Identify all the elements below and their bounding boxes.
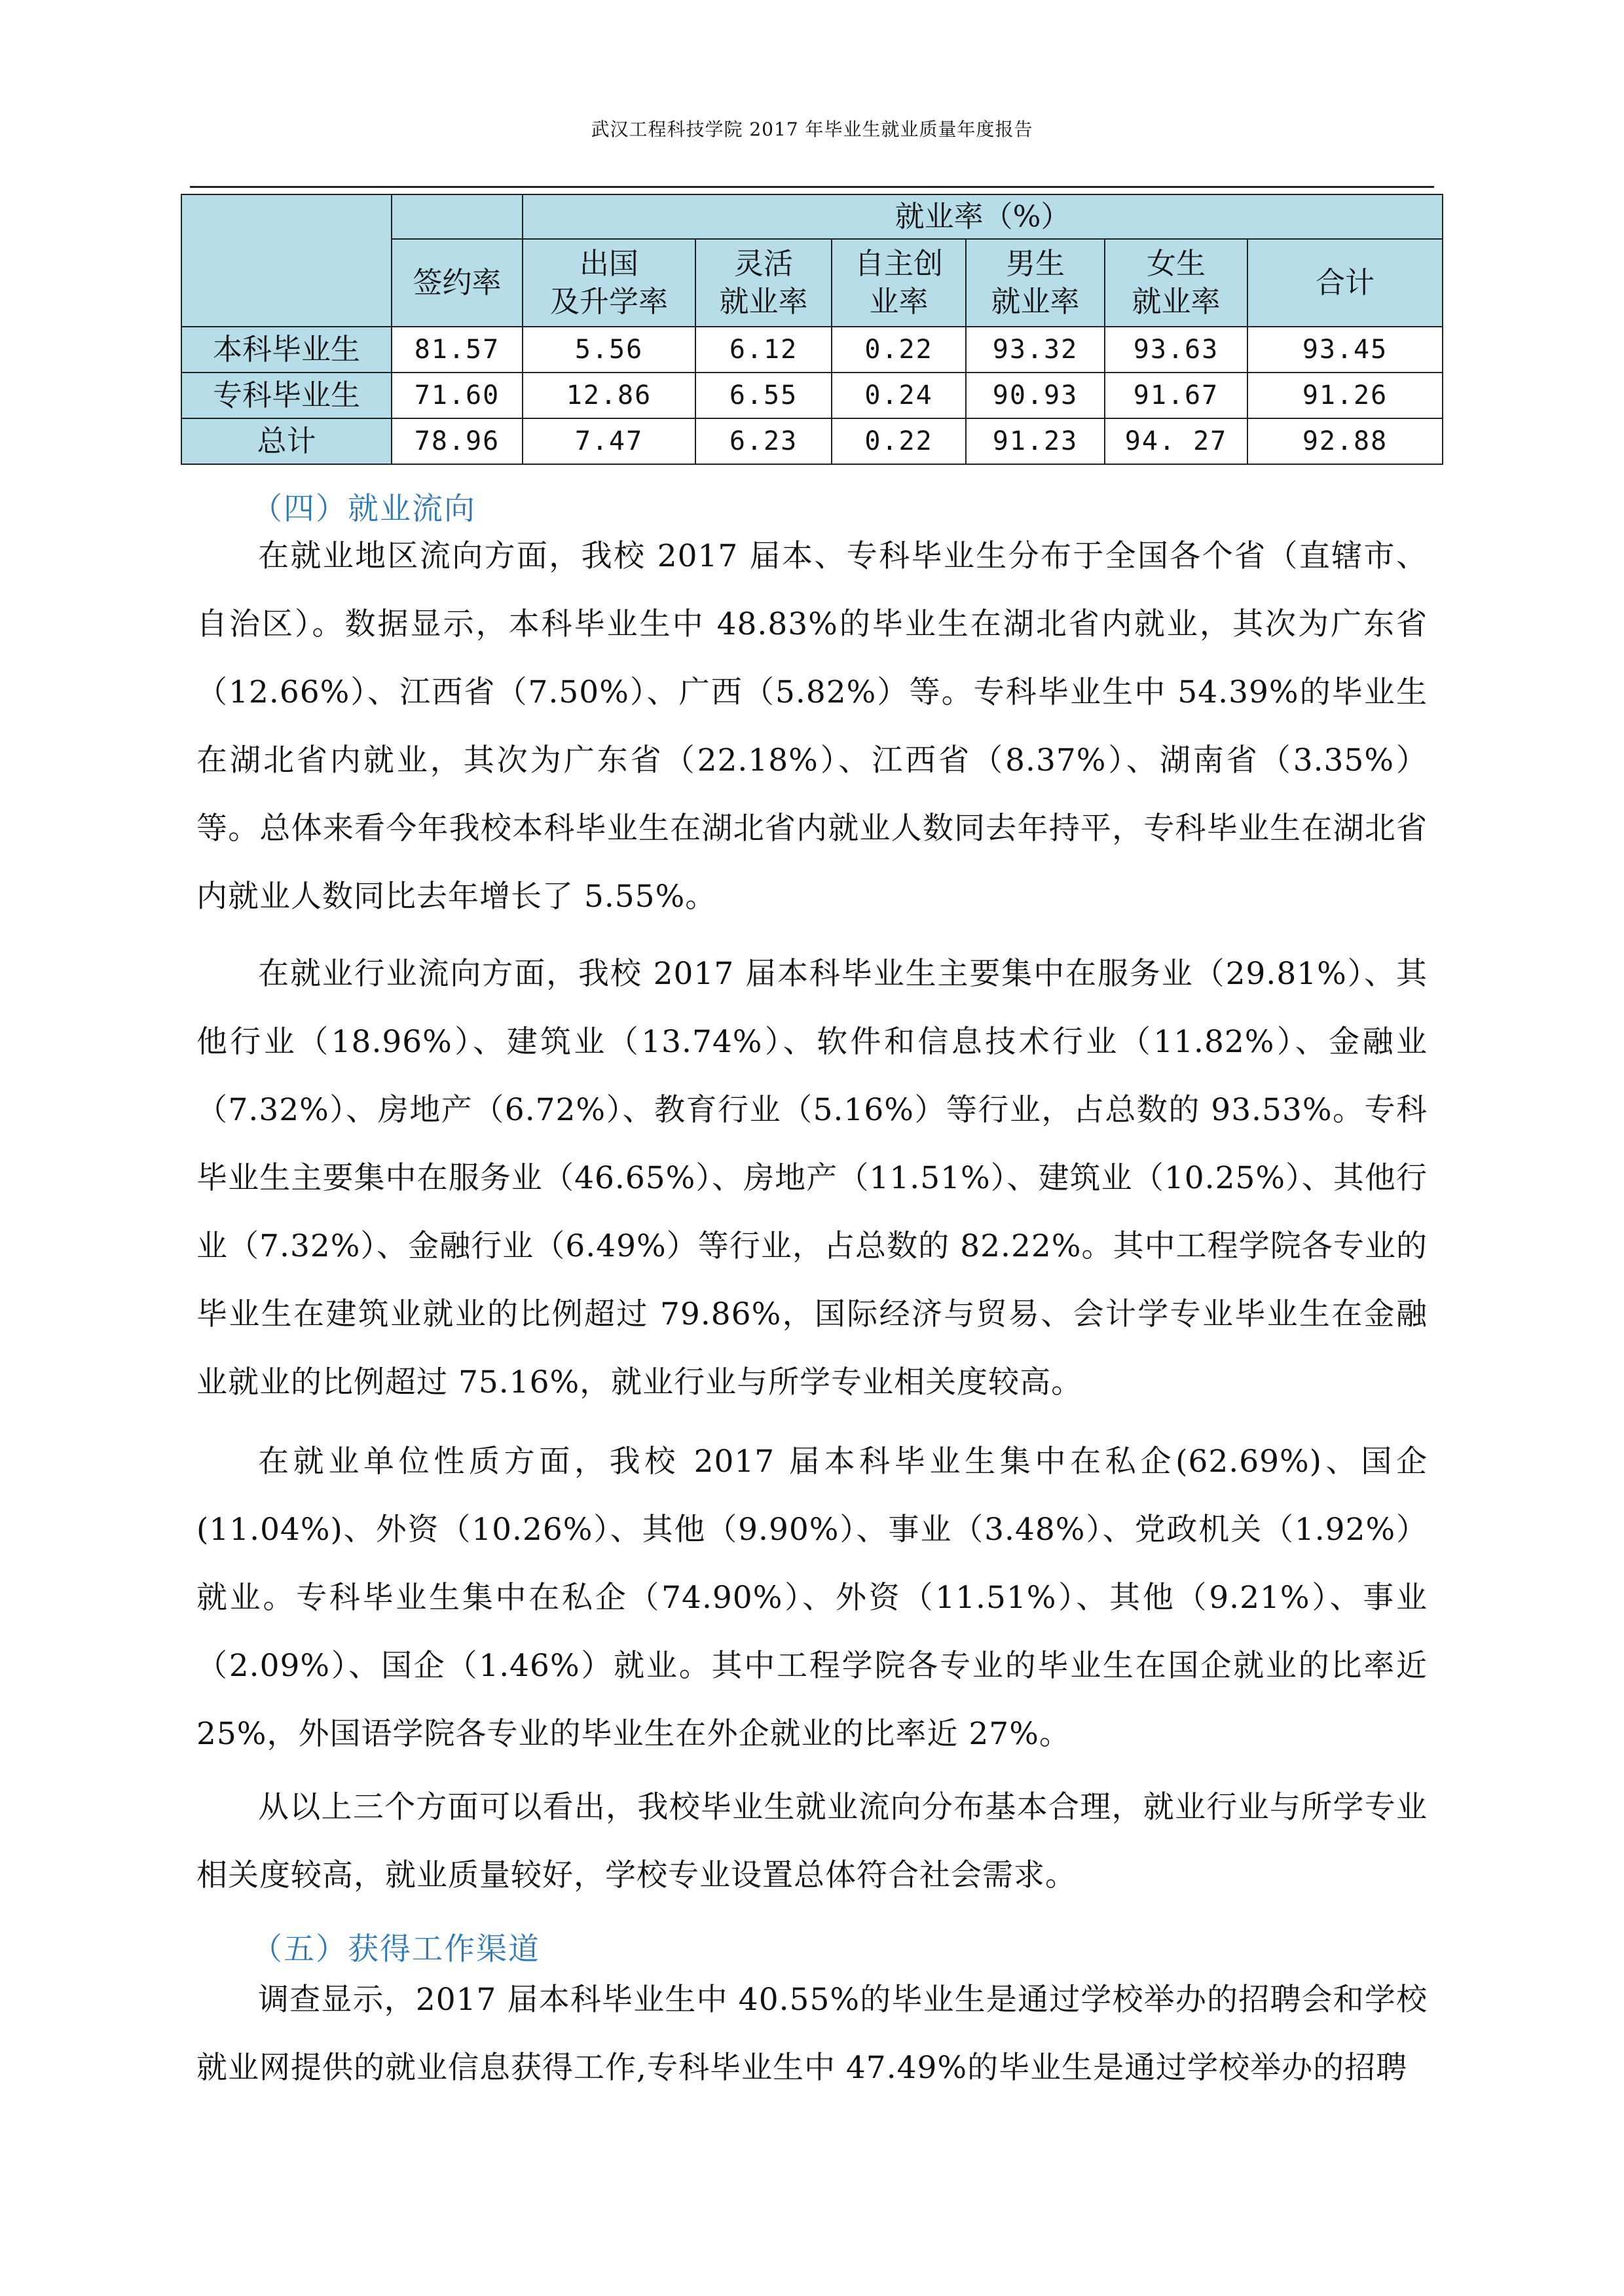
paragraph-summary: 从以上三个方面可以看出，我校毕业生就业流向分布基本合理，就业行业与所学专业相关度较高，就业质量较好，学校专业设置总体符合社会需求。 — [196, 1789, 1428, 1893]
section-title-employment-flow: （四）就业流向 — [251, 491, 476, 527]
paragraph-regional-flow: 在就业地区流向方面，我校 2017 届本、专科毕业生分布于全国各个省（直辖市、自治区）。数据显示，本科毕业生中 48.83%的毕业生在湖北省内就业，其次为广东省（12.66%）、江西省（7.50%）、广西（5.82%）等。专科毕业生中 54.39%的毕业生在湖北省内就业，其次为广东省（22.18%）、江西省（8.37%）、湖南省（3.35%）等。总体来看今年我校本科毕业生在湖北省内就业人数同去年持平，专科毕业生在湖北省内就业人数同比去年增长了 5.55%。 — [196, 538, 1428, 915]
paragraph-job-channels: 调查显示，2017 届本科毕业生中 40.55%的毕业生是通过学校举办的招聘会和学校就业网提供的就业信息获得工作,专科毕业生中 47.49%的毕业生是通过学校举办的招聘 — [196, 1982, 1428, 2086]
table-cell: 0.22 — [832, 418, 966, 464]
table-cell: 90.93 — [966, 373, 1105, 418]
table-cell: 5.56 — [523, 327, 695, 373]
table-cell: 91.26 — [1247, 373, 1443, 418]
row-header: 专科毕业生 — [181, 373, 392, 418]
table-cell: 0.24 — [832, 373, 966, 418]
table-cell: 91.67 — [1105, 373, 1247, 418]
table-group-header: 就业率（%） — [523, 194, 1443, 239]
table-row — [181, 418, 1443, 464]
table-cell: 0.22 — [832, 327, 966, 373]
table-corner-cell — [181, 194, 392, 327]
paragraph-employer-type: 在就业单位性质方面，我校 2017 届本科毕业生集中在私企(62.69%)、国企(11.04%)、外资（10.26%）、其他（9.90%）、事业（3.48%）、党政机关（1.92%）就业。专科毕业生集中在私企（74.90%）、外资（11.51%）、其他（9.21%）、事业（2.09%）、国企（1.46%）就业。其中工程学院各专业的毕业生在国企就业的比率近 25%，外国语学院各专业的毕业生在外企就业的比率近 27%。 — [196, 1444, 1428, 1752]
column-header: 灵活 就业率 — [695, 239, 832, 327]
table-cell: 93.32 — [966, 327, 1105, 373]
table-row — [181, 327, 1443, 373]
table-cell: 93.63 — [1105, 327, 1247, 373]
table-empty-header-cell — [392, 194, 523, 239]
column-header: 合计 — [1247, 239, 1443, 327]
table-cell: 12.86 — [523, 373, 695, 418]
paragraph-industry-flow: 在就业行业流向方面，我校 2017 届本科毕业生主要集中在服务业（29.81%）、其他行业（18.96%）、建筑业（13.74%）、软件和信息技术行业（11.82%）、金融业（7.32%）、房地产（6.72%）、教育行业（5.16%）等行业，占总数的 93.53%。专科毕业生主要集中在服务业（46.65%）、房地产（11.51%）、建筑业（10.25%）、其他行业（7.32%）、金融行业（6.49%）等行业，占总数的 82.22%。其中工程学院各专业的毕业生在建筑业就业的比例超过 79.86%，国际经济与贸易、会计学专业毕业生在金融业就业的比例超过 75.16%，就业行业与所学专业相关度较高。 — [196, 956, 1428, 1400]
table-cell: 93.45 — [1247, 327, 1443, 373]
row-header: 总计 — [181, 418, 392, 464]
table-cell: 78.96 — [392, 418, 523, 464]
table-cell: 6.12 — [695, 327, 832, 373]
table-cell: 6.55 — [695, 373, 832, 418]
employment-rate-table — [181, 194, 1443, 465]
table-cell: 81.57 — [392, 327, 523, 373]
section-title-job-channels: （五）获得工作渠道 — [251, 1931, 540, 1967]
row-header: 本科毕业生 — [181, 327, 392, 373]
table-cell: 7.47 — [523, 418, 695, 464]
table-cell: 6.23 — [695, 418, 832, 464]
table-cell: 71.60 — [392, 373, 523, 418]
column-header: 出国 及升学率 — [523, 239, 695, 327]
column-header: 男生 就业率 — [966, 239, 1105, 327]
column-header: 自主创 业率 — [832, 239, 966, 327]
header-divider — [190, 186, 1434, 188]
table-cell: 92.88 — [1247, 418, 1443, 464]
table-row — [181, 373, 1443, 418]
table-cell: 91.23 — [966, 418, 1105, 464]
column-header: 女生 就业率 — [1105, 239, 1247, 327]
table-cell: 94. 27 — [1105, 418, 1247, 464]
page-header: 武汉工程科技学院 2017 年毕业生就业质量年度报告 — [591, 118, 1033, 140]
column-header: 签约率 — [392, 239, 523, 327]
